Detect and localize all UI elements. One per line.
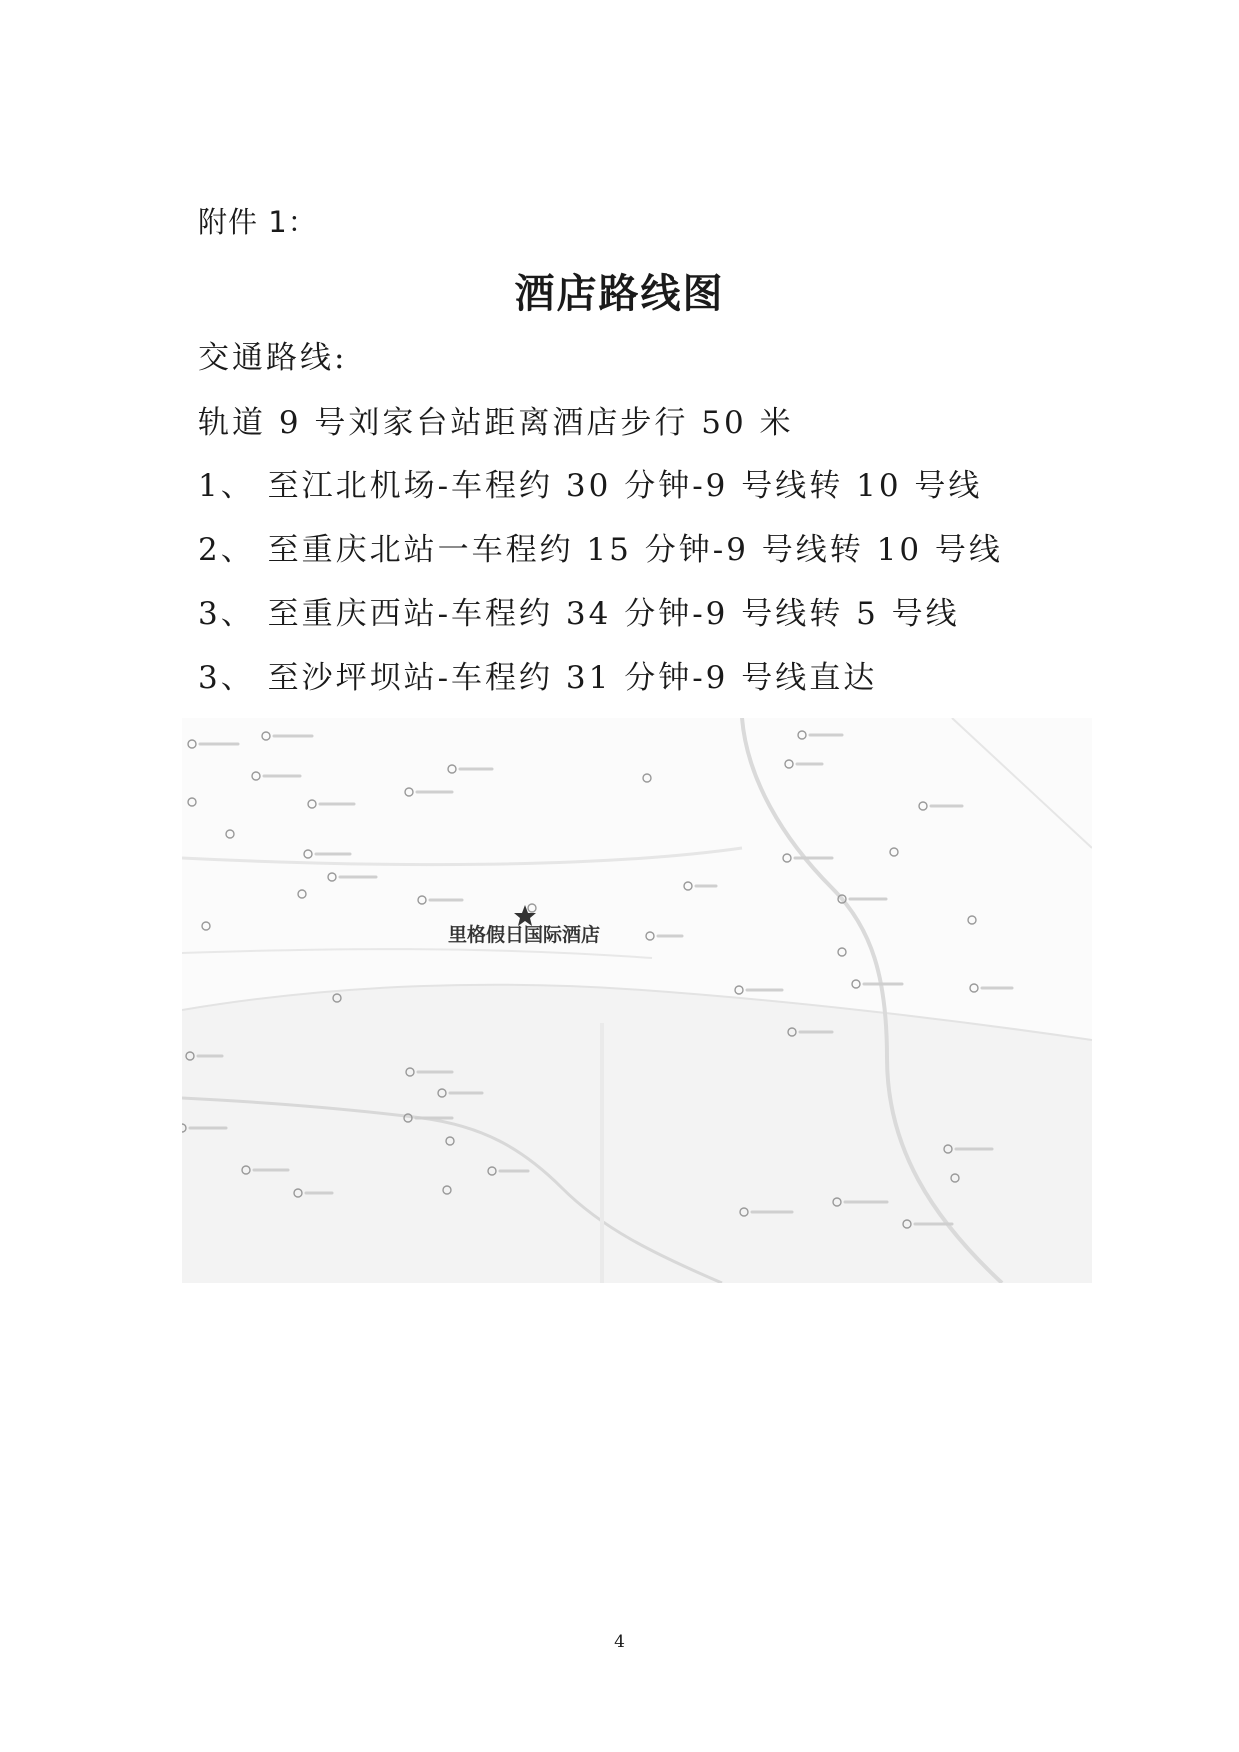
route-item: 2、 至重庆北站一车程约 15 分钟-9 号线转 10 号线 <box>198 532 1003 568</box>
route-item: 3、 至沙坪坝站-车程约 31 分钟-9 号线直达 <box>198 660 878 696</box>
page-title: 酒店路线图 <box>514 270 725 317</box>
hotel-name-label: 里格假日国际酒店 <box>447 924 601 946</box>
map-river <box>182 985 1092 1283</box>
metro-note: 轨道 9 号刘家台站距离酒店步行 50 米 <box>198 405 794 441</box>
routes-heading: 交通路线: <box>198 340 348 376</box>
route-item: 1、 至江北机场-车程约 30 分钟-9 号线转 10 号线 <box>198 468 983 504</box>
map-canvas <box>182 718 1092 1283</box>
page-number: 4 <box>614 1632 625 1652</box>
route-item: 3、 至重庆西站-车程约 34 分钟-9 号线转 5 号线 <box>198 596 960 632</box>
route-map <box>182 718 1092 1283</box>
attachment-label: 附件 1： <box>198 205 318 239</box>
